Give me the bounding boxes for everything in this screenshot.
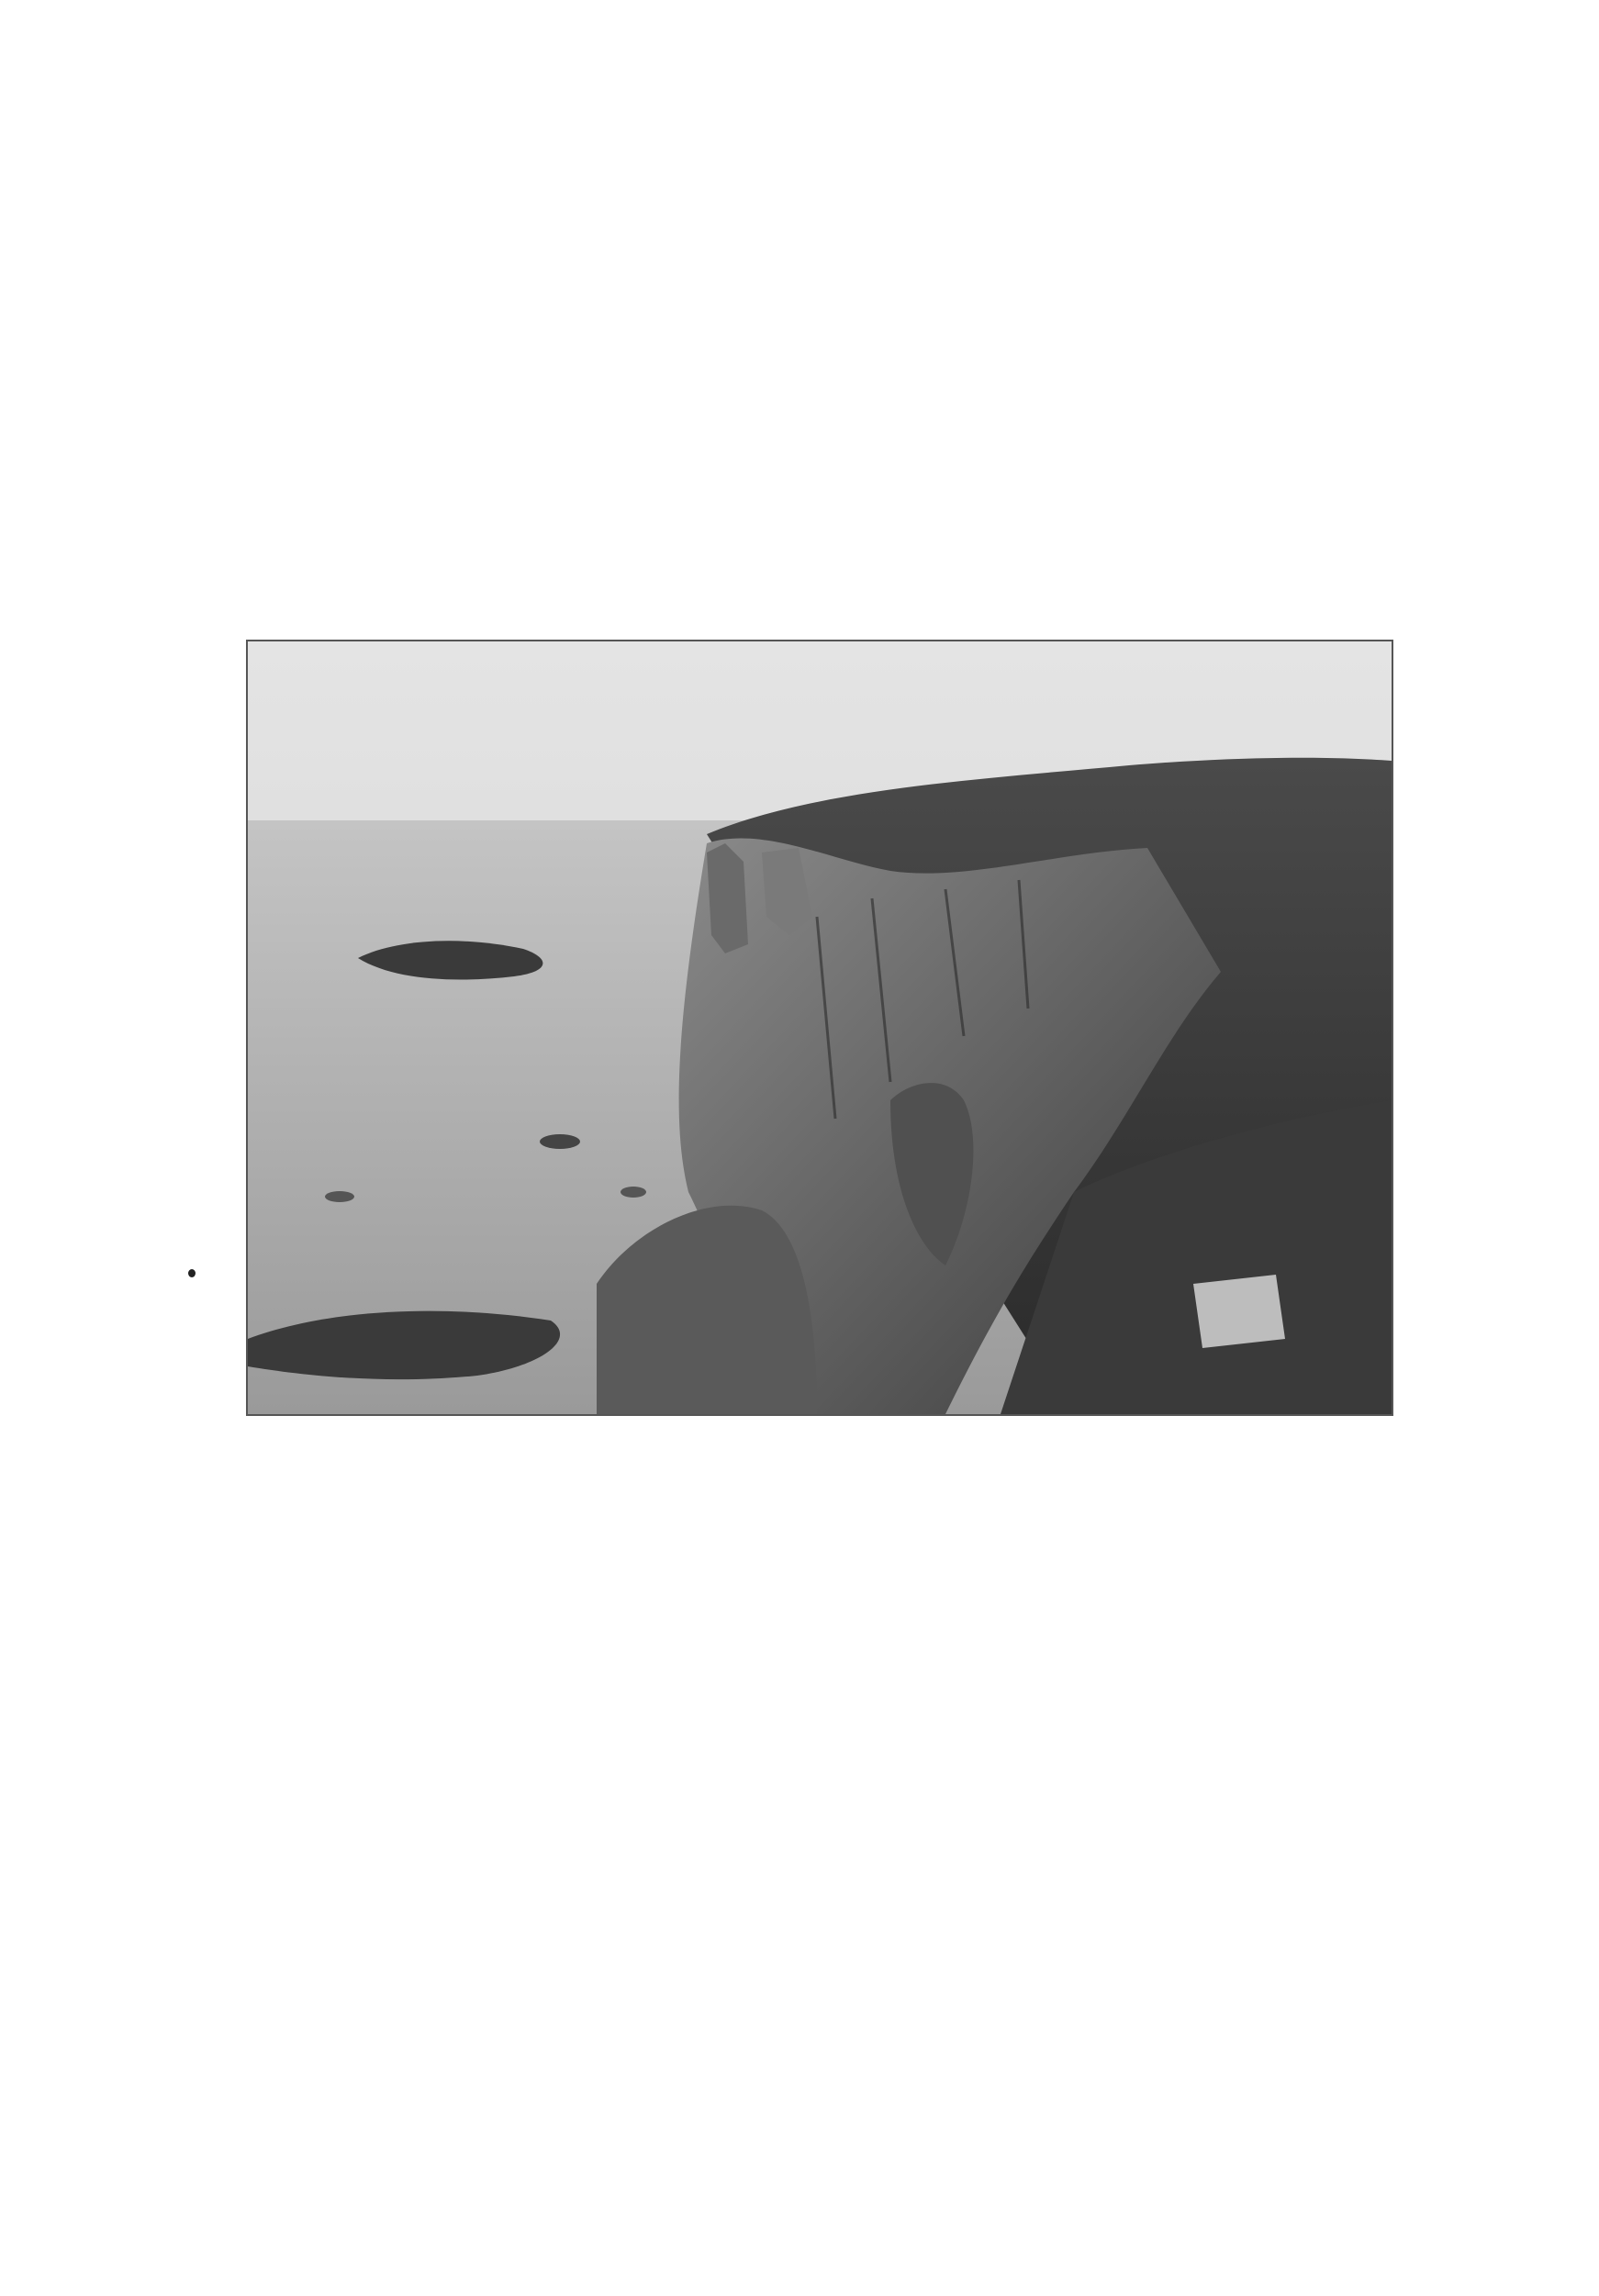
cliff-photo-illustration: [248, 641, 1392, 1414]
page-header: [229, 112, 1414, 149]
digitization-footer: [0, 2198, 1599, 2280]
photograph-kap-landsend: [246, 640, 1393, 1416]
print-speck: [188, 1269, 196, 1277]
